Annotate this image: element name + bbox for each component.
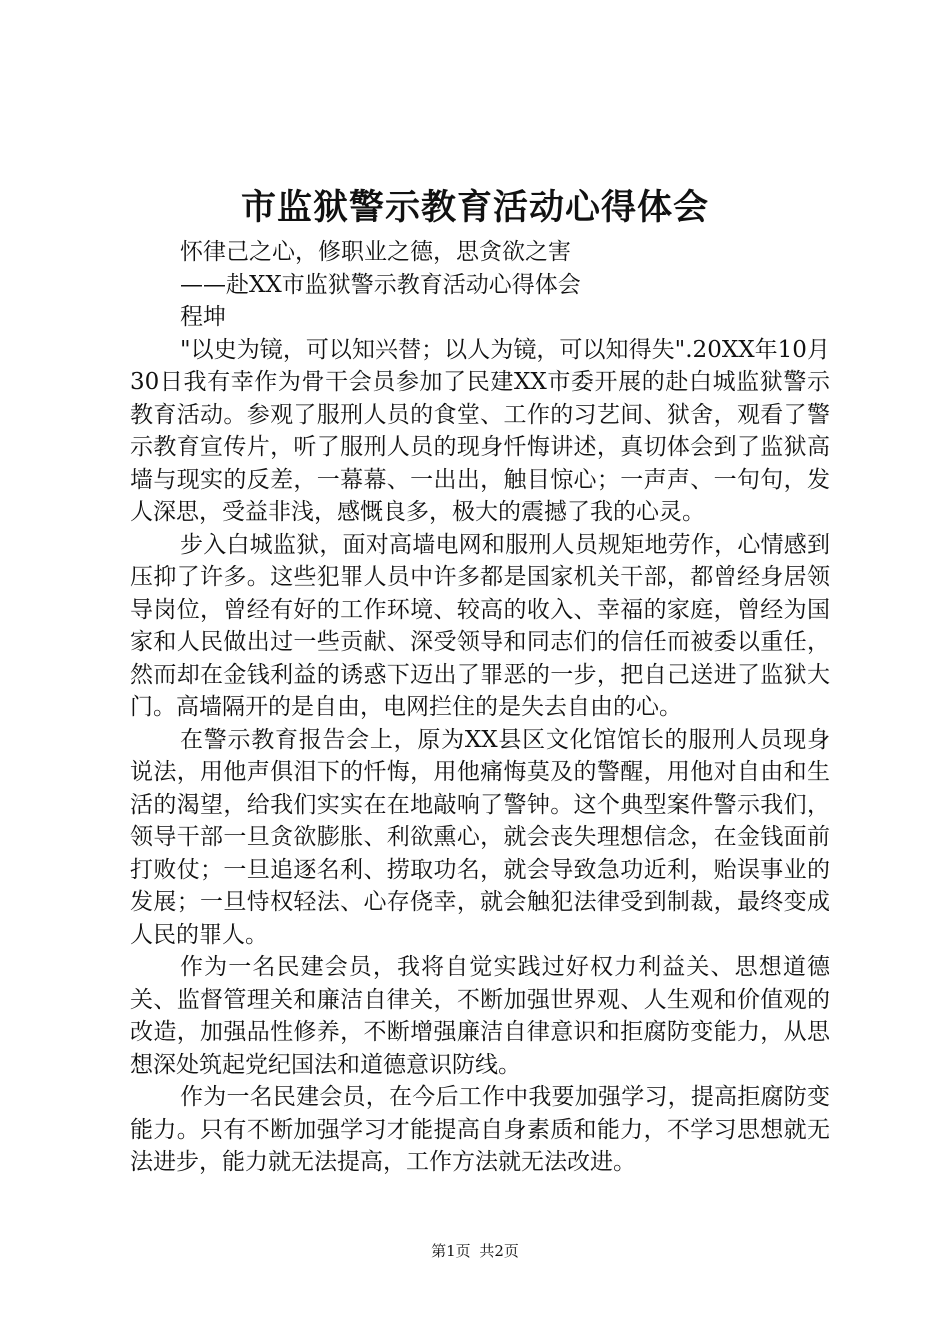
paragraph-5: 作为一名民建会员，在今后工作中我要加强学习，提高拒腐防变能力。只有不断加强学习才能提高自身素质和能力，不学习思想就无法进步，能力就无法提高，工作方法就无法改进。 <box>130 1084 830 1175</box>
subtitle-detail: ——赴XX市监狱警示教育活动心得体会 <box>180 271 581 298</box>
page-title: 市监狱警示教育活动心得体会 <box>240 187 709 228</box>
paragraph-3: 在警示教育报告会上，原为XX县区文化馆馆长的服刑人员现身说法，用他声俱泪下的忏悔，用他痛悔莫及的警醒，用他对自由和生活的渴望，给我们实实在在地敲响了警钟。这个典型案件警示我们，领导干部一旦贪欲膨胀、利欲熏心，就会丧失理想信念，在金钱面前打败仗；一旦追逐名利、捞取功名，就会导致急功近利，贻误事业的发展；一旦恃权轻法、心存侥幸，就会触犯法律受到制裁，最终变成人民的罪人。 <box>130 726 830 948</box>
page-total: 共2页 <box>479 1242 519 1260</box>
paragraph-4: 作为一名民建会员，我将自觉实践过好权力利益关、思想道德关、监督管理关和廉洁自律关，不断加强世界观、人生观和价值观的改造，加强品性修养，不断增强廉洁自律意识和拒腐防变能力，从思想深处筑起党纪国法和道德意识防线。 <box>130 954 830 1078</box>
page-footer <box>0 1240 950 1262</box>
paragraph-2: 步入白城监狱，面对高墙电网和服刑人员规矩地劳作，心情感到压抑了许多。这些犯罪人员中许多都是国家机关干部，都曾经身居领导岗位，曾经有好的工作环境、较高的收入、幸福的家庭，曾经为国家和人民做出过一些贡献、深受领导和同志们的信任而被委以重任，然而却在金钱利益的诱惑下迈出了罪恶的一步，把自己送进了监狱大门。高墙隔开的是自由，电网拦住的是失去自由的心。 <box>130 531 830 720</box>
document-body <box>130 236 830 1179</box>
author: 程坤 <box>180 304 226 330</box>
page-number: 第1页 <box>431 1242 471 1260</box>
subtitle: 怀律己之心，修职业之德，思贪欲之害 <box>180 239 571 265</box>
paragraph-1: "以史为镜，可以知兴替；以人为镜，可以知得失".20XX年10月30日我有幸作为骨干会员参加了民建XX市委开展的赴白城监狱警示教育活动。参观了服刑人员的食堂、工作的习艺间、狱舍，观看了警示教育宣传片，听了服刑人员的现身忏悔讲述，真切体会到了监狱高墙与现实的反差，一幕幕、一出出，触目惊心；一声声、一句句，发人深思，受益非浅，感慨良多，极大的震撼了我的心灵。 <box>130 336 830 525</box>
